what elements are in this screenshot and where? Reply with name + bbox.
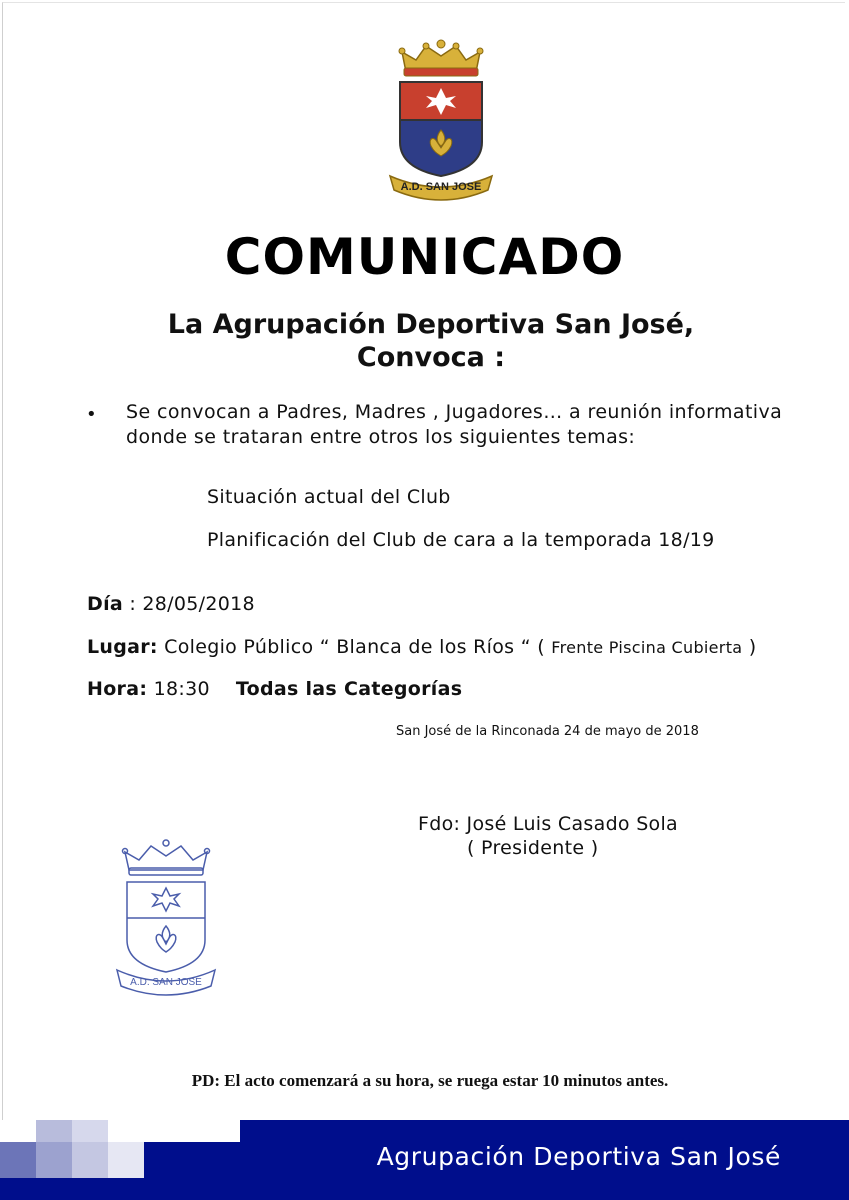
- lugar-value: Colegio Público “ Blanca de los Ríos “ (: [157, 636, 552, 658]
- dia-label: Día: [87, 593, 124, 615]
- hora-value: 18:30: [147, 678, 210, 700]
- hora-label: Hora:: [87, 678, 148, 700]
- banner-ribbon-icon: [390, 176, 492, 200]
- stamp-banner-text: A.D. SAN JOSE: [130, 977, 202, 988]
- dia-value: : 28/05/2018: [123, 593, 255, 615]
- topic-item-1: Situación actual del Club: [207, 486, 451, 508]
- subtitle: [0, 308, 849, 374]
- stamp-crown-icon: [123, 840, 210, 875]
- club-stamp-logo: [113, 836, 219, 1000]
- topic-item-2: Planificación del Club de cara a la temporada 18/19: [207, 529, 715, 551]
- detail-dia: [87, 593, 255, 615]
- bullet-marker: •: [86, 404, 97, 425]
- crown-icon: [399, 40, 483, 76]
- bullet-text: Se convocan a Padres, Madres , Jugadores… a reunión informativa donde se trataran entre otros los siguientes temas:: [126, 401, 783, 448]
- detail-hora: [87, 678, 462, 700]
- stamp-shield-icon: [127, 882, 205, 972]
- footer-bar: [0, 1120, 849, 1200]
- page-title: COMUNICADO: [224, 228, 625, 286]
- signature-block: [418, 812, 678, 860]
- signature-role: ( Presidente ): [467, 837, 599, 859]
- detail-lugar: [87, 636, 756, 658]
- categories-text: Todas las Categorías: [235, 678, 463, 700]
- lugar-note: Frente Piscina Cubierta: [551, 638, 743, 657]
- postscript: PD: El acto comenzará a su hora, se ruega estar 10 minutos antes.: [191, 1071, 669, 1090]
- subtitle-line-2: Convoca :: [356, 342, 506, 373]
- shield-icon: [400, 82, 482, 176]
- crest-banner-text: A.D. SAN JOSE: [400, 181, 482, 193]
- club-crest-logo: [384, 38, 498, 206]
- footer-text: Agrupación Deportiva San José: [376, 1142, 781, 1171]
- lugar-close: ): [742, 636, 757, 658]
- signature-name: Fdo: José Luis Casado Sola: [418, 813, 679, 835]
- place-date: San José de la Rinconada 24 de mayo de 2018: [396, 724, 699, 739]
- subtitle-line-1: La Agrupación Deportiva San José,: [167, 309, 695, 340]
- footer-squares-decoration: [0, 1120, 240, 1200]
- lugar-label: Lugar:: [87, 636, 158, 658]
